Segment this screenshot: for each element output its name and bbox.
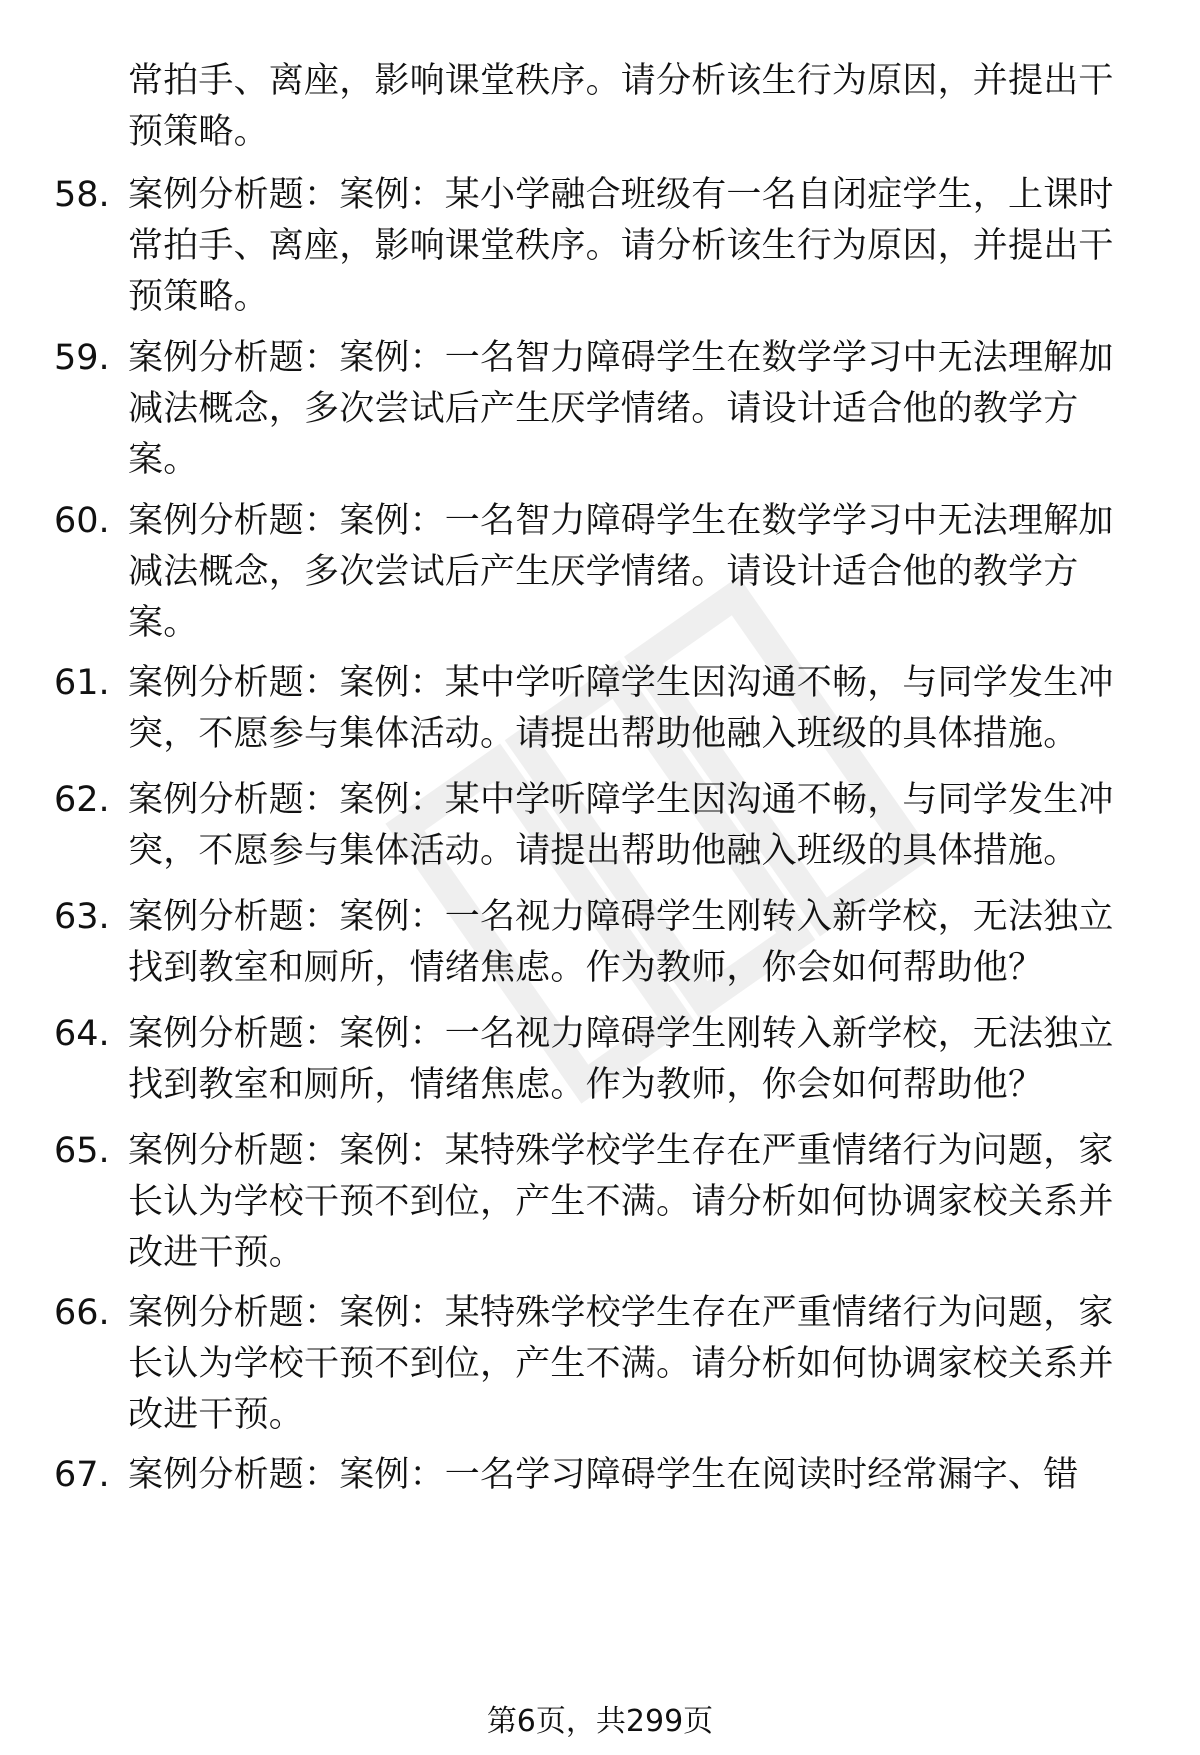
text-line: 突，不愿参与集体活动。请提出帮助他融入班级的具体措施。 bbox=[128, 831, 1079, 871]
text-line: 改进干预。 bbox=[128, 1233, 305, 1273]
text-line: 案例分析题：案例：一名视力障碍学生刚转入新学校，无法独立 bbox=[128, 897, 1114, 937]
question-number: 65. bbox=[54, 1131, 110, 1171]
text-line: 长认为学校干预不到位，产生不满。请分析如何协调家校关系并 bbox=[128, 1344, 1114, 1384]
question-text bbox=[128, 333, 1138, 486]
question-text bbox=[128, 1126, 1138, 1279]
question-text bbox=[128, 1288, 1138, 1441]
text-line: 案例分析题：案例：某小学融合班级有一名自闭症学生，上课时 bbox=[128, 175, 1114, 215]
question-number: 66. bbox=[54, 1293, 110, 1333]
text-line: 案例分析题：案例：某特殊学校学生存在严重情绪行为问题，家 bbox=[128, 1131, 1114, 1171]
question-number: 58. bbox=[54, 175, 110, 215]
text-line: 案例分析题：案例：一名视力障碍学生刚转入新学校，无法独立 bbox=[128, 1014, 1114, 1054]
page-footer: 第6页，共299页 bbox=[486, 1704, 714, 1739]
text-line: 找到教室和厕所，情绪焦虑。作为教师，你会如何帮助他？ bbox=[128, 1065, 1044, 1105]
question-number: 64. bbox=[54, 1014, 110, 1054]
question-number: 62. bbox=[54, 780, 110, 820]
continuation-text bbox=[128, 56, 1138, 158]
text-line: 找到教室和厕所，情绪焦虑。作为教师，你会如何帮助他？ bbox=[128, 948, 1044, 988]
text-line: 案例分析题：案例：一名智力障碍学生在数学学习中无法理解加 bbox=[128, 338, 1114, 378]
question-text bbox=[128, 658, 1138, 760]
question-number: 60. bbox=[54, 501, 110, 541]
question-text bbox=[128, 170, 1138, 323]
question-text bbox=[128, 892, 1138, 994]
question-text bbox=[128, 1450, 1138, 1501]
text-line: 减法概念，多次尝试后产生厌学情绪。请设计适合他的教学方 bbox=[128, 552, 1079, 592]
text-line: 减法概念，多次尝试后产生厌学情绪。请设计适合他的教学方 bbox=[128, 389, 1079, 429]
text-line: 案。 bbox=[128, 603, 199, 643]
text-line: 预策略。 bbox=[128, 277, 269, 317]
question-text bbox=[128, 775, 1138, 877]
text-line: 长认为学校干预不到位，产生不满。请分析如何协调家校关系并 bbox=[128, 1182, 1114, 1222]
question-number: 61. bbox=[54, 663, 110, 703]
question-number: 59. bbox=[54, 338, 110, 378]
text-line: 常拍手、离座，影响课堂秩序。请分析该生行为原因，并提出干 bbox=[128, 226, 1114, 266]
text-line: 案例分析题：案例：一名学习障碍学生在阅读时经常漏字、错 bbox=[128, 1455, 1079, 1495]
question-text bbox=[128, 1009, 1138, 1111]
text-line: 案例分析题：案例：某中学听障学生因沟通不畅，与同学发生冲 bbox=[128, 780, 1114, 820]
question-number: 63. bbox=[54, 897, 110, 937]
text-line: 案。 bbox=[128, 440, 199, 480]
text-line: 案例分析题：案例：某中学听障学生因沟通不畅，与同学发生冲 bbox=[128, 663, 1114, 703]
text-line: 预策略。 bbox=[128, 112, 269, 152]
text-line: 突，不愿参与集体活动。请提出帮助他融入班级的具体措施。 bbox=[128, 714, 1079, 754]
text-line: 案例分析题：案例：某特殊学校学生存在严重情绪行为问题，家 bbox=[128, 1293, 1114, 1333]
text-line: 改进干预。 bbox=[128, 1395, 305, 1435]
question-number: 67. bbox=[54, 1455, 110, 1495]
text-line: 案例分析题：案例：一名智力障碍学生在数学学习中无法理解加 bbox=[128, 501, 1114, 541]
text-line: 常拍手、离座，影响课堂秩序。请分析该生行为原因，并提出干 bbox=[128, 61, 1114, 101]
question-text bbox=[128, 496, 1138, 649]
